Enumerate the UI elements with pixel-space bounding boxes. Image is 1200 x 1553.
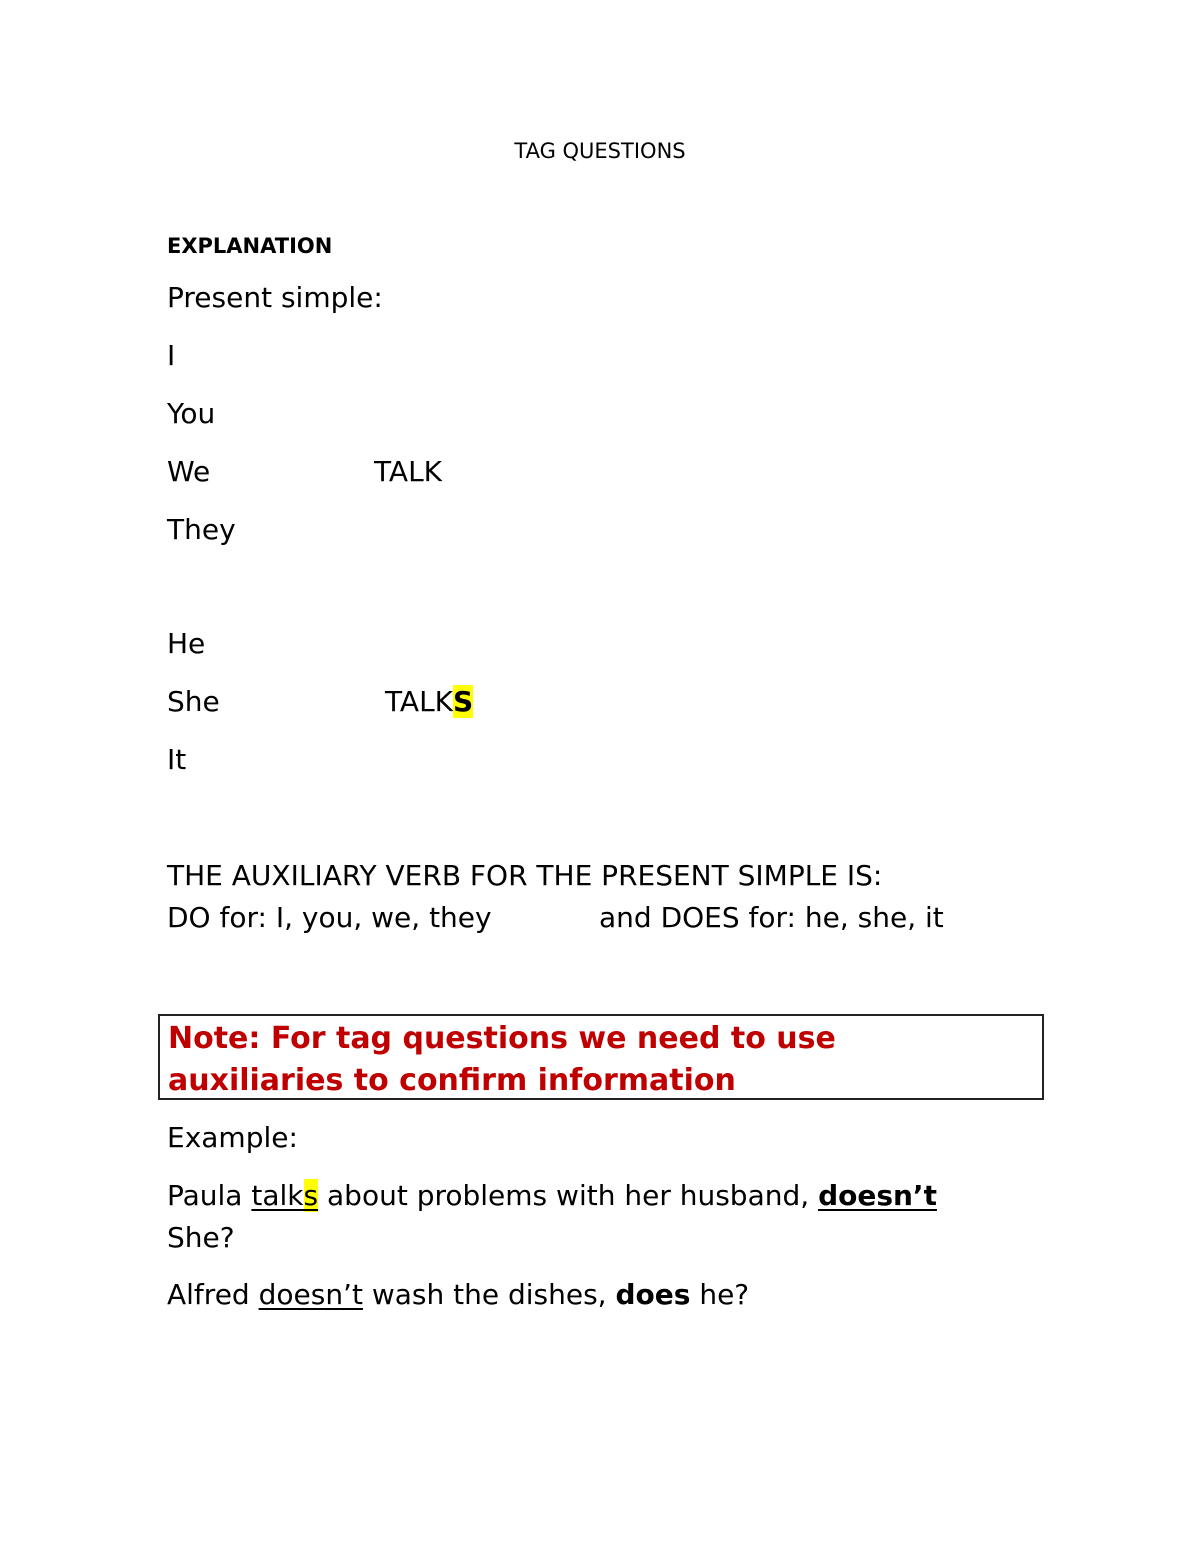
example-2-aux: doesn’t bbox=[258, 1278, 363, 1311]
example-2-end: he? bbox=[690, 1278, 750, 1311]
verb-talks-suffix-highlight: S bbox=[453, 685, 474, 718]
page-title: TAG QUESTIONS bbox=[514, 139, 686, 163]
pronoun-he: He bbox=[167, 627, 206, 660]
pronoun-they: They bbox=[167, 513, 236, 546]
auxiliary-do-list: DO for: I, you, we, they bbox=[167, 901, 492, 934]
pronoun-you: You bbox=[167, 397, 216, 430]
example-1-verb-suffix-highlight: s bbox=[303, 1179, 319, 1212]
example-1-tag: doesn’t bbox=[818, 1179, 937, 1212]
example-1-line-2: She? bbox=[167, 1221, 235, 1254]
example-1-line-1 bbox=[167, 1179, 937, 1213]
pronoun-she: She bbox=[167, 685, 220, 718]
example-1-verb bbox=[251, 1179, 318, 1212]
example-1-middle: about problems with her husband, bbox=[318, 1179, 819, 1212]
example-2 bbox=[167, 1278, 749, 1312]
pronoun-i: I bbox=[167, 339, 176, 372]
pronoun-it: It bbox=[167, 743, 187, 776]
example-2-middle: wash the dishes, bbox=[362, 1278, 616, 1311]
verb-talk: TALK bbox=[374, 455, 443, 488]
example-1-verb-base: talk bbox=[251, 1179, 304, 1212]
verb-talks-base: TALK bbox=[385, 685, 454, 718]
note-line-2: auxiliaries to confirm information bbox=[168, 1063, 736, 1098]
note-box bbox=[158, 1014, 1044, 1100]
example-2-tag: does bbox=[615, 1278, 691, 1311]
section-heading: EXPLANATION bbox=[167, 234, 333, 258]
present-simple-label: Present simple: bbox=[167, 281, 383, 314]
example-1-start: Paula bbox=[167, 1179, 252, 1212]
pronoun-we: We bbox=[167, 455, 211, 488]
example-label: Example: bbox=[167, 1121, 298, 1154]
auxiliary-line-1: THE AUXILIARY VERB FOR THE PRESENT SIMPLE IS: bbox=[167, 859, 883, 892]
example-2-start: Alfred bbox=[167, 1278, 259, 1311]
auxiliary-does-list: and DOES for: he, she, it bbox=[599, 901, 944, 934]
note-text bbox=[168, 1018, 836, 1102]
verb-talks bbox=[385, 685, 473, 719]
note-line-1: Note: For tag questions we need to use bbox=[168, 1021, 836, 1056]
